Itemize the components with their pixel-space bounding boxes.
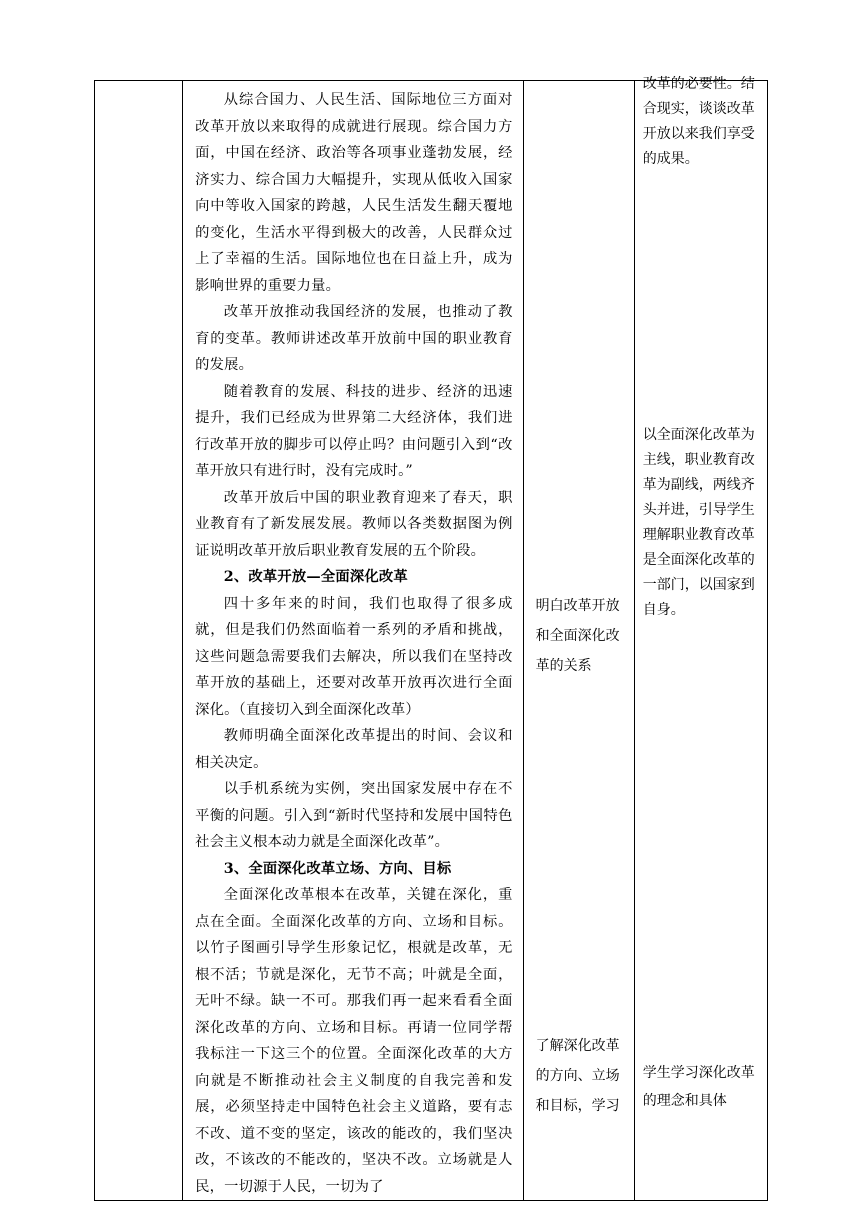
teaching-content <box>183 81 523 1200</box>
goal-text-1: 明白改革开放和全面深化改革的关系 <box>535 598 620 674</box>
stage-column-cell <box>95 81 183 1201</box>
content-paragraph: 改革开放后中国的职业教育迎来了春天，职业教育有了新发展发展。教师以各类数据图为例证说明改革开放后职业教育发展的五个阶段。 <box>195 489 513 559</box>
note-cell <box>634 76 767 1201</box>
content-paragraph: 以手机系统为实例，突出国家发展中存在不平衡的问题。引入到“新时代坚持和发展中国特色社会主义根本动力就是全面深化改革”。 <box>195 781 513 850</box>
content-paragraph: 四十多年来的时间，我们也取得了很多成就，但是我们仍然面临着一系列的矛盾和挑战，这些问题急需要我们去解决，所以我们在坚持改革开放的基础上，还要对改革开放再次进行全面深化。（直接切入到全面深化改革） <box>195 595 513 718</box>
goal-text-2: 了解深化改革的方向、立场和目标，学习 <box>535 1038 620 1114</box>
content-paragraph: 改革开放推动我国经济的发展，也推动了教育的变革。教师讲述改革开放前中国的职业教育的发展。 <box>195 304 513 373</box>
content-paragraph: 随着教育的发展、科技的进步、经济的迅速提升，我们已经成为世界第二大经济体，我们进行改革开放的脚步可以停止吗？由问题引入到“改革开放只有进行时，没有完成时。” <box>195 383 513 479</box>
goal-cell <box>523 81 634 1201</box>
content-paragraph: 教师明确全面深化改革提出的时间、会议和相关决定。 <box>195 728 513 771</box>
section-heading-2: 2、改革开放—全面深化改革 <box>223 569 408 585</box>
lesson-plan-table <box>94 76 768 1201</box>
teaching-content-cell <box>183 81 524 1201</box>
note-text-1: 改革的必要性。结合现实，谈谈改革开放以来我们享受的成果。 <box>642 76 755 167</box>
note-text-2: 以全面深化改革为主线，职业教育改革为副线，两线齐头并进，引导学生理解职业教育改革是全面深化改革的一部门，以国家到自身。 <box>642 427 755 618</box>
note-text-3: 学生学习深化改革的理念和具体 <box>642 1065 755 1109</box>
section-heading-3: 3、全面深化改革立场、方向、目标 <box>223 860 452 877</box>
content-paragraph: 从综合国力、人民生活、国际地位三方面对改革开放以来取得的成就进行展现。综合国力方面，中国在经济、政治等各项事业蓬勃发展，经济实力、综合国力大幅提升，实现从低收入国家向中等收入国家的跨越，人民生活发生翻天覆地的变化，生活水平得到极大的改善，人民群众过上了幸福的生活。国际地位也在日益上升，成为影响世界的重要力量。 <box>195 92 513 294</box>
content-paragraph: 全面深化改革根本在改革，关键在深化，重点在全面。全面深化改革的方向、立场和目标。以竹子图画引导学生形象记忆，根就是改革，无根不活；节就是深化，无节不高；叶就是全面，无叶不绿。缺一不可。那我们再一起来看看全面深化改革的方向、立场和目标。再请一位同学帮我标注一下这三个的位置。全面深化改革的大方向就是不断推动社会主义制度的自我完善和发展，必须坚持走中国特色社会主义道路，要有志不改、道不变的坚定，该改的能改的，我们坚决改，不该改的不能改的，坚决不改。立场就是人民，一切源于人民，一切为了 <box>195 887 513 1195</box>
